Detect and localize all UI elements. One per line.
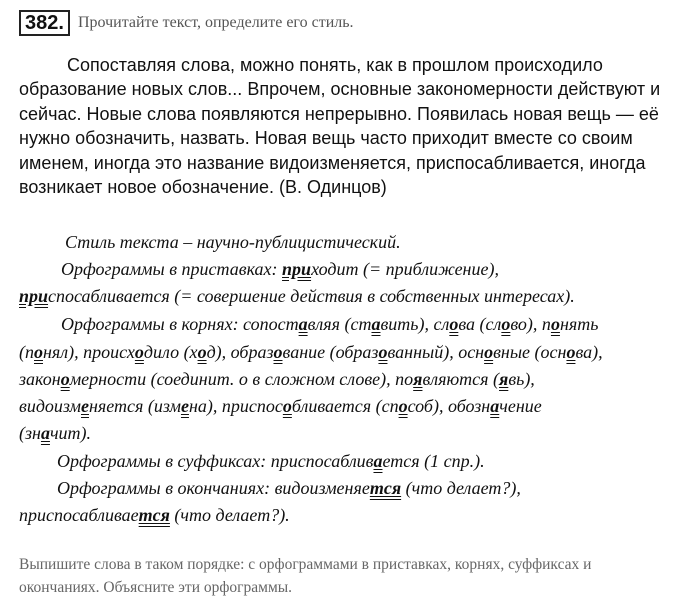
footer-line: Выпишите слова в таком порядке: с орфограммами в приставках, корнях, суффиксах и	[19, 556, 592, 573]
task-footer	[19, 553, 689, 599]
text-line: образование новых слов... Впрочем, основные закономерности действуют и	[19, 79, 661, 100]
roots-line-3: закономерности (соединит. о в сложном слове), появляются (явь),	[19, 369, 535, 389]
text-line: сейчас. Новые слова появляются непрерывно. Появилась новая вещь — её	[19, 103, 659, 124]
prefixes-line-1: Орфограммы в приставках: приходит (= приближение),	[61, 259, 499, 279]
text-line: возникает новое обозначение. (В. Одинцов)	[19, 176, 387, 197]
roots-line-4: видоизменяется (измена), приспособливается (способ), обозначение	[19, 396, 542, 416]
text-line: именем, иногда это название видоизменяется, приспосабливается, иногда	[19, 152, 646, 173]
footer-line: окончаниях. Объясните эти орфограммы.	[19, 579, 293, 596]
text-line: нужно обозначить, назвать. Новая вещь часто приходит вместе со своим	[19, 128, 633, 149]
suffixes-line: Орфограммы в суффиксах: приспосабливается (1 спр.).	[57, 451, 485, 471]
endings-line-2: приспосабливается (что делает?).	[19, 505, 290, 525]
roots-line-5: (значит).	[19, 423, 92, 443]
roots-line-2: (понял), происходило (ход), образование (образованный), основные (основа),	[19, 342, 603, 362]
prefixes-line-2: приспосабливается (= совершение действия в собственных интересах).	[19, 286, 575, 306]
roots-line-1: Орфограммы в корнях: сопоставляя (ставить), слова (слово), понять	[61, 314, 599, 334]
endings-line-1: Орфограммы в окончаниях: видоизменяется (что делает?),	[57, 478, 521, 498]
task-header	[19, 10, 354, 36]
task-number: 382.	[19, 10, 70, 36]
task-instruction: Прочитайте текст, определите его стиль.	[77, 14, 354, 31]
text-line: Сопоставляя слова, можно понять, как в прошлом происходило	[67, 55, 603, 75]
main-text	[19, 53, 687, 199]
style-line: Стиль текста – научно-публицистический.	[65, 232, 401, 252]
